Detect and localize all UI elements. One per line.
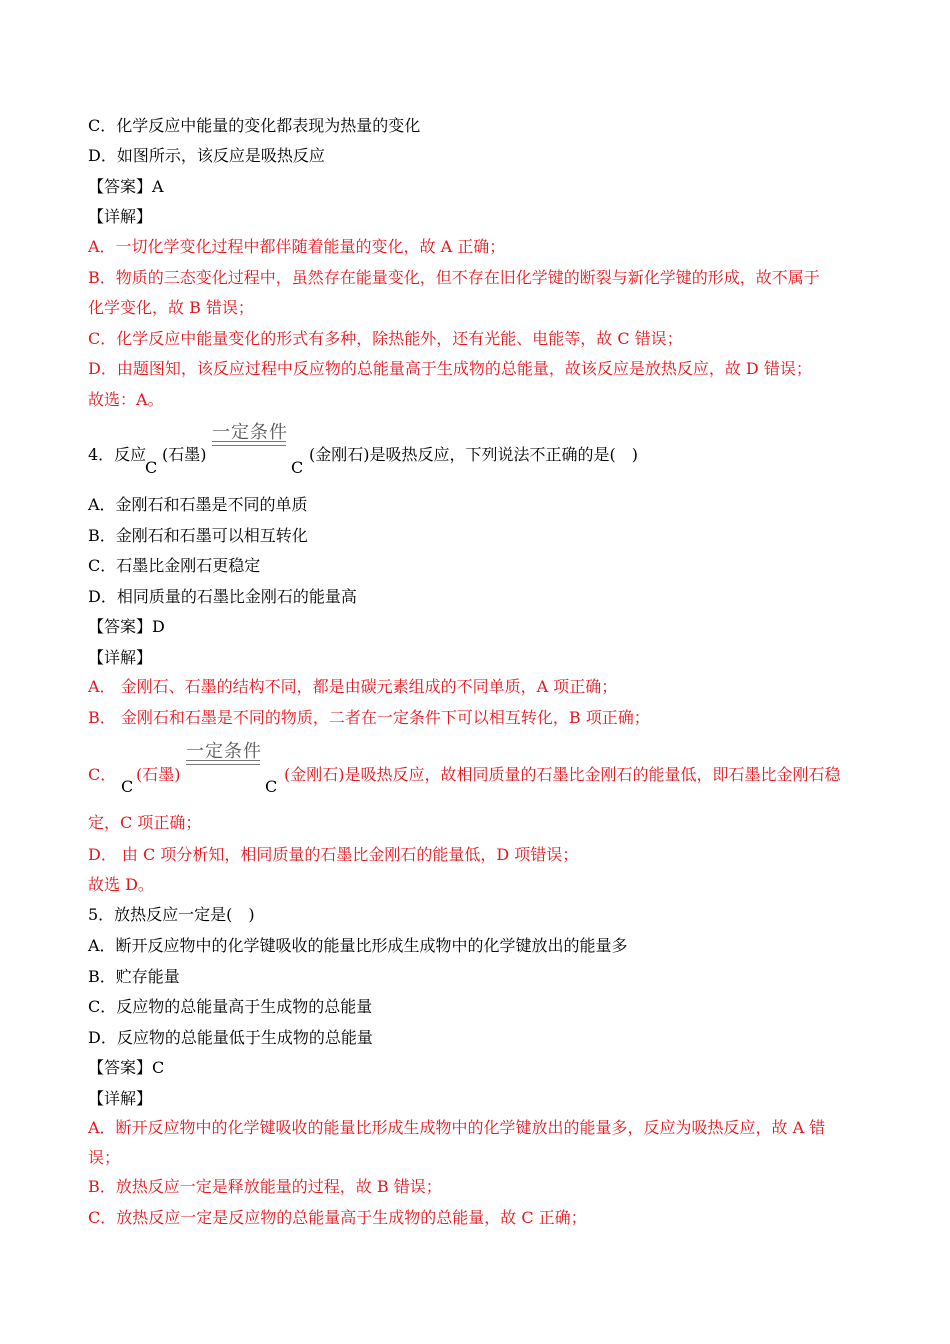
q3-option-c: C．化学反应中能量的变化都表现为热量的变化 — [88, 116, 421, 135]
q4-explanation-c-suffix: (金刚石)是吸热反应，故相同质量的石墨比金刚石的能量低，即石墨比金刚石稳 — [284, 765, 841, 784]
q4-reaction-condition: 一定条件 — [212, 422, 288, 443]
q4-option-c: C．石墨比金刚石更稳定 — [88, 556, 261, 575]
q4-explanation-d: D． 由 C 项分析知，相同质量的石墨比金刚石的能量低，D 项错误； — [88, 845, 579, 864]
q4-stem — [88, 418, 788, 478]
q5-detail-title: 【详解】 — [88, 1089, 153, 1108]
q3-explanation-b-line2: 化学变化，故 B 错误； — [88, 298, 254, 317]
q4-explanation-c — [88, 737, 878, 799]
q4-explanation-bar-top — [186, 760, 260, 761]
q3-explanation-c: C．化学反应中能量变化的形式有多种，除热能外，还有光能、电能等，故 C 错误； — [88, 329, 683, 348]
q4-explanation-b: B． 金刚石和石墨是不同的物质，二者在一定条件下可以相互转化，B 项正确； — [88, 708, 650, 727]
q5-option-d: D．反应物的总能量低于生成物的总能量 — [88, 1028, 373, 1047]
q3-option-d: D．如图所示，该反应是吸热反应 — [88, 146, 325, 165]
q3-answer: 【答案】A — [88, 177, 164, 196]
q5-explanation-b: B．放热反应一定是释放能量的过程，故 B 错误； — [88, 1177, 442, 1196]
q4-explanation-c-line2: 定，C 项正确； — [88, 813, 202, 832]
q5-option-b: B．贮存能量 — [88, 967, 180, 986]
q4-explanation-carbon-1: C — [121, 777, 134, 796]
q5-explanation-a-line1: A．断开反应物中的化学键吸收的能量比形成生成物中的化学键放出的能量多，反应为吸热反应，故 A 错 — [88, 1118, 826, 1137]
q3-explanation-a: A．一切化学变化过程中都伴随着能量的变化，故 A 正确； — [88, 237, 506, 256]
q4-explanation-condition: 一定条件 — [186, 741, 262, 762]
q3-explanation-b-line1: B．物质的三态变化过程中，虽然存在能量变化，但不存在旧化学键的断裂与新化学键的形成，故不属于 — [88, 268, 820, 287]
q4-detail-title: 【详解】 — [88, 648, 153, 667]
q5-option-a: A．断开反应物中的化学键吸收的能量比形成生成物中的化学键放出的能量多 — [88, 936, 628, 955]
q5-explanation-a-line2: 误； — [88, 1148, 121, 1167]
q4-stem-suffix: (金刚石)是吸热反应，下列说法不正确的是( ) — [309, 445, 638, 464]
q4-explanation-a: A． 金刚石、石墨的结构不同，都是由碳元素组成的不同单质，A 项正确； — [88, 677, 618, 696]
q5-stem: 5．放热反应一定是( ) — [88, 905, 255, 924]
q4-answer: 【答案】D — [88, 617, 165, 636]
q4-equal-bar-top — [212, 441, 286, 442]
q3-conclusion: 故选：A。 — [88, 390, 164, 409]
q4-option-a: A．金刚石和石墨是不同的单质 — [88, 495, 308, 514]
q4-carbon-1: C — [145, 458, 158, 477]
q4-explanation-c-prefix: C． — [88, 765, 117, 784]
q4-explanation-graphite: (石墨) — [136, 765, 181, 784]
q4-graphite: (石墨) — [162, 445, 207, 464]
q3-detail-title: 【详解】 — [88, 207, 153, 226]
q4-explanation-carbon-2: C — [265, 777, 278, 796]
q4-stem-prefix: 4．反应 — [88, 445, 147, 464]
q5-option-c: C．反应物的总能量高于生成物的总能量 — [88, 997, 373, 1016]
q4-option-b: B．金刚石和石墨可以相互转化 — [88, 526, 308, 545]
q4-carbon-2: C — [291, 458, 304, 477]
q4-explanation-bar-bottom — [186, 764, 260, 765]
q3-explanation-d: D．由题图知，该反应过程中反应物的总能量高于生成物的总能量，故该反应是放热反应，故 D 错误； — [88, 359, 812, 378]
q4-equal-bar-bottom — [212, 445, 286, 446]
q5-answer: 【答案】C — [88, 1058, 165, 1077]
q5-explanation-c: C．放热反应一定是反应物的总能量高于生成物的总能量，故 C 正确； — [88, 1208, 587, 1227]
q4-option-d: D．相同质量的石墨比金刚石的能量高 — [88, 587, 357, 606]
q4-conclusion: 故选 D。 — [88, 875, 154, 894]
